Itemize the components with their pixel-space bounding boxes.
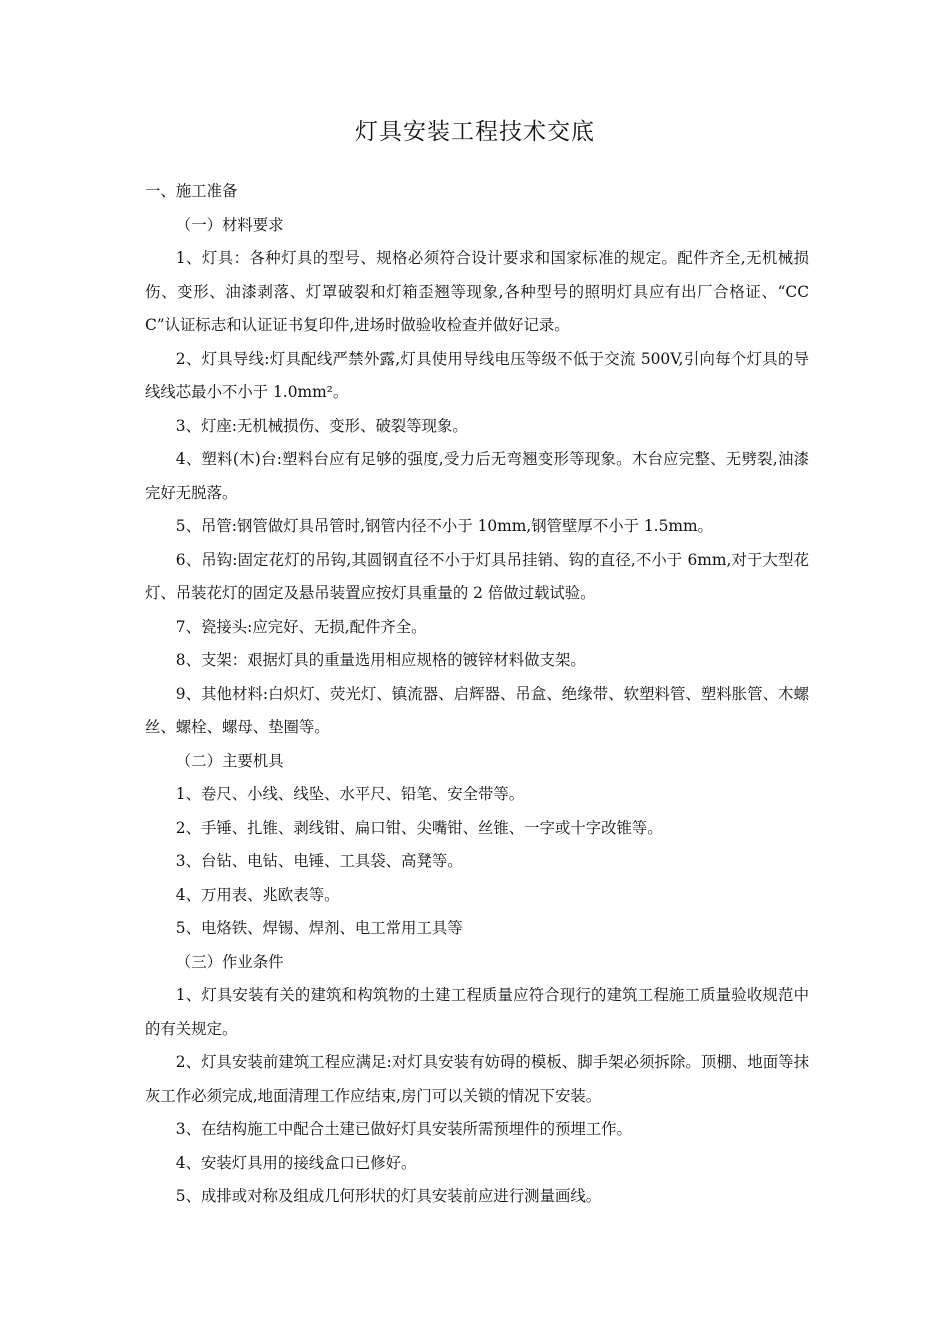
section-heading: 一、施工准备	[145, 182, 238, 200]
paragraph: 9、其他材料:白炽灯、荧光灯、镇流器、启辉器、吊盒、绝缘带、软塑料管、塑料胀管、木螺丝、螺栓、螺母、垫圈等。	[145, 684, 809, 736]
subsection-heading: （二）主要机具	[175, 751, 284, 770]
paragraph: 1、卷尺、小线、线坠、水平尺、铅笔、安全带等。	[175, 785, 525, 803]
paragraph: 3、灯座:无机械损伤、变形、破裂等现象。	[175, 416, 468, 435]
paragraph: 5、吊管:钢管做灯具吊管时,钢管内径不小于 10mm,钢管壁厚不小于 1.5mm。	[175, 517, 713, 535]
paragraph: 3、在结构施工中配合土建已做好灯具安装所需预埋件的预埋工作。	[175, 1120, 632, 1138]
paragraph: 2、手锤、扎锥、剥线钳、扁口钳、尖嘴钳、丝锥、一字或十字改锥等。	[175, 818, 663, 837]
paragraph: 4、安装灯具用的接线盒口已修好。	[175, 1153, 417, 1172]
subsection-heading: （三）作业条件	[175, 952, 284, 971]
paragraph: 2、灯具安装前建筑工程应满足:对灯具安装有妨碍的模板、脚手架必须拆除。顶棚、地面等抹灰工作必须完成,地面清理工作应结束,房门可以关锁的情况下安装。	[145, 1053, 809, 1105]
document-body	[145, 175, 809, 1214]
paragraph: 7、瓷接头:应完好、无损,配件齐全。	[175, 617, 427, 636]
paragraph: 4、万用表、兆欧表等。	[175, 885, 340, 904]
paragraph: 3、台钻、电钻、电锤、工具袋、高凳等。	[175, 852, 463, 870]
paragraph: 5、电烙铁、焊锡、焊剂、电工常用工具等	[175, 919, 463, 937]
paragraph: 4、塑料(木)台:塑料台应有足够的强度,受力后无弯翘变形等现象。木台应完整、无劈裂,油漆完好无脱落。	[145, 450, 809, 502]
subsection-heading: （一）材料要求	[175, 215, 284, 234]
paragraph: 2、灯具导线:灯具配线严禁外露,灯具使用导线电压等级不低于交流 500V,引向每个灯具的导线线芯最小不小于 1.0mm²。	[145, 349, 809, 401]
document-title: 灯具安装工程技术交底	[355, 119, 595, 145]
paragraph: 1、灯具：各种灯具的型号、规格必须符合设计要求和国家标准的规定。配件齐全,无机械损伤、变形、油漆剥落、灯罩破裂和灯箱歪翘等现象,各种型号的照明灯具应有出厂合格证、“CCC”认证标志和认证证书复印件,进场时做验收检查并做好记录。	[145, 249, 809, 334]
paragraph: 6、吊钩:固定花灯的吊钩,其圆钢直径不小于灯具吊挂销、钩的直径,不小于 6mm,对于大型花灯、吊装花灯的固定及悬吊装置应按灯具重量的 2 倍做过载试验。	[145, 550, 809, 602]
paragraph: 5、成排或对称及组成几何形状的灯具安装前应进行测量画线。	[175, 1187, 602, 1205]
paragraph: 8、支架：艰据灯具的重量选用相应规格的镀锌材料做支架。	[175, 651, 586, 669]
paragraph: 1、灯具安装有关的建筑和构筑物的土建工程质量应符合现行的建筑工程施工质量验收规范中的有关规定。	[145, 986, 809, 1038]
